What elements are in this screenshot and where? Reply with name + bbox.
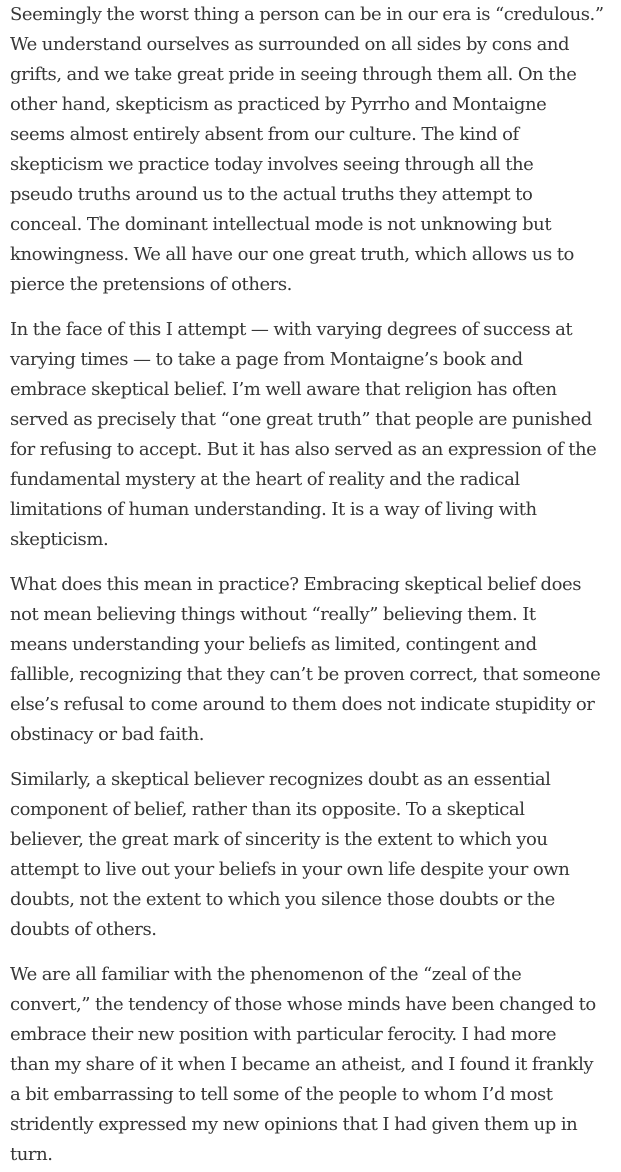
text-line: turn. [10, 1144, 53, 1165]
text-line: other hand, skepticism as practiced by Pyrrho and Montaigne [10, 94, 547, 115]
text-line: means understanding your beliefs as limited, contingent and [10, 634, 537, 655]
paragraph-2 [10, 315, 615, 555]
text-line: doubts, not the extent to which you silence those doubts or the [10, 889, 555, 910]
paragraph-3 [10, 570, 615, 750]
text-line: Seemingly the worst thing a person can be in our era is “credulous.” [10, 4, 604, 25]
text-line: What does this mean in practice? Embracing skeptical belief does [10, 574, 581, 595]
text-line: grifts, and we take great pride in seeing through them all. On the [10, 64, 577, 85]
text-line: convert,” the tendency of those whose minds have been changed to [10, 994, 596, 1015]
text-line: pierce the pretensions of others. [10, 274, 292, 295]
text-line: We understand ourselves as surrounded on all sides by cons and [10, 34, 570, 55]
paragraph-4 [10, 765, 615, 945]
text-line: knowingness. We all have our one great truth, which allows us to [10, 244, 574, 265]
text-line: limitations of human understanding. It is a way of living with [10, 499, 537, 520]
text-line: skepticism we practice today involves seeing through all the [10, 154, 534, 175]
text-line: Similarly, a skeptical believer recognizes doubt as an essential [10, 769, 551, 790]
text-line: seems almost entirely absent from our culture. The kind of [10, 124, 519, 145]
text-line: embrace their new position with particular ferocity. I had more [10, 1024, 557, 1045]
text-line: else’s refusal to come around to them does not indicate stupidity or [10, 694, 595, 715]
text-line: not mean believing things without “really” believing them. It [10, 604, 536, 625]
text-line: fallible, recognizing that they can’t be proven correct, that someone [10, 664, 601, 685]
text-line: component of belief, rather than its opposite. To a skeptical [10, 799, 525, 820]
text-line: embrace skeptical belief. I’m well aware that religion has often [10, 379, 557, 400]
text-line: obstinacy or bad faith. [10, 724, 204, 745]
text-line: attempt to live out your beliefs in your own life despite your own [10, 859, 570, 880]
text-line: fundamental mystery at the heart of reality and the radical [10, 469, 520, 490]
text-line: stridently expressed my new opinions that I had given them up in [10, 1114, 578, 1135]
text-line: varying times — to take a page from Montaigne’s book and [10, 349, 523, 370]
text-line: than my share of it when I became an atheist, and I found it frankly [10, 1054, 594, 1075]
text-line: conceal. The dominant intellectual mode is not unknowing but [10, 214, 552, 235]
text-line: doubts of others. [10, 919, 157, 940]
text-line: In the face of this I attempt — with varying degrees of success at [10, 319, 573, 340]
text-line: skepticism. [10, 529, 109, 550]
text-line: served as precisely that “one great truth” that people are punished [10, 409, 592, 430]
paragraph-1 [10, 0, 615, 300]
text-line: a bit embarrassing to tell some of the people to whom I’d most [10, 1084, 553, 1105]
text-line: pseudo truths around us to the actual truths they attempt to [10, 184, 533, 205]
paragraph-5 [10, 960, 615, 1170]
text-line: We are all familiar with the phenomenon of the “zeal of the [10, 964, 522, 985]
text-line: believer, the great mark of sincerity is the extent to which you [10, 829, 548, 850]
text-line: for refusing to accept. But it has also served as an expression of the [10, 439, 597, 460]
